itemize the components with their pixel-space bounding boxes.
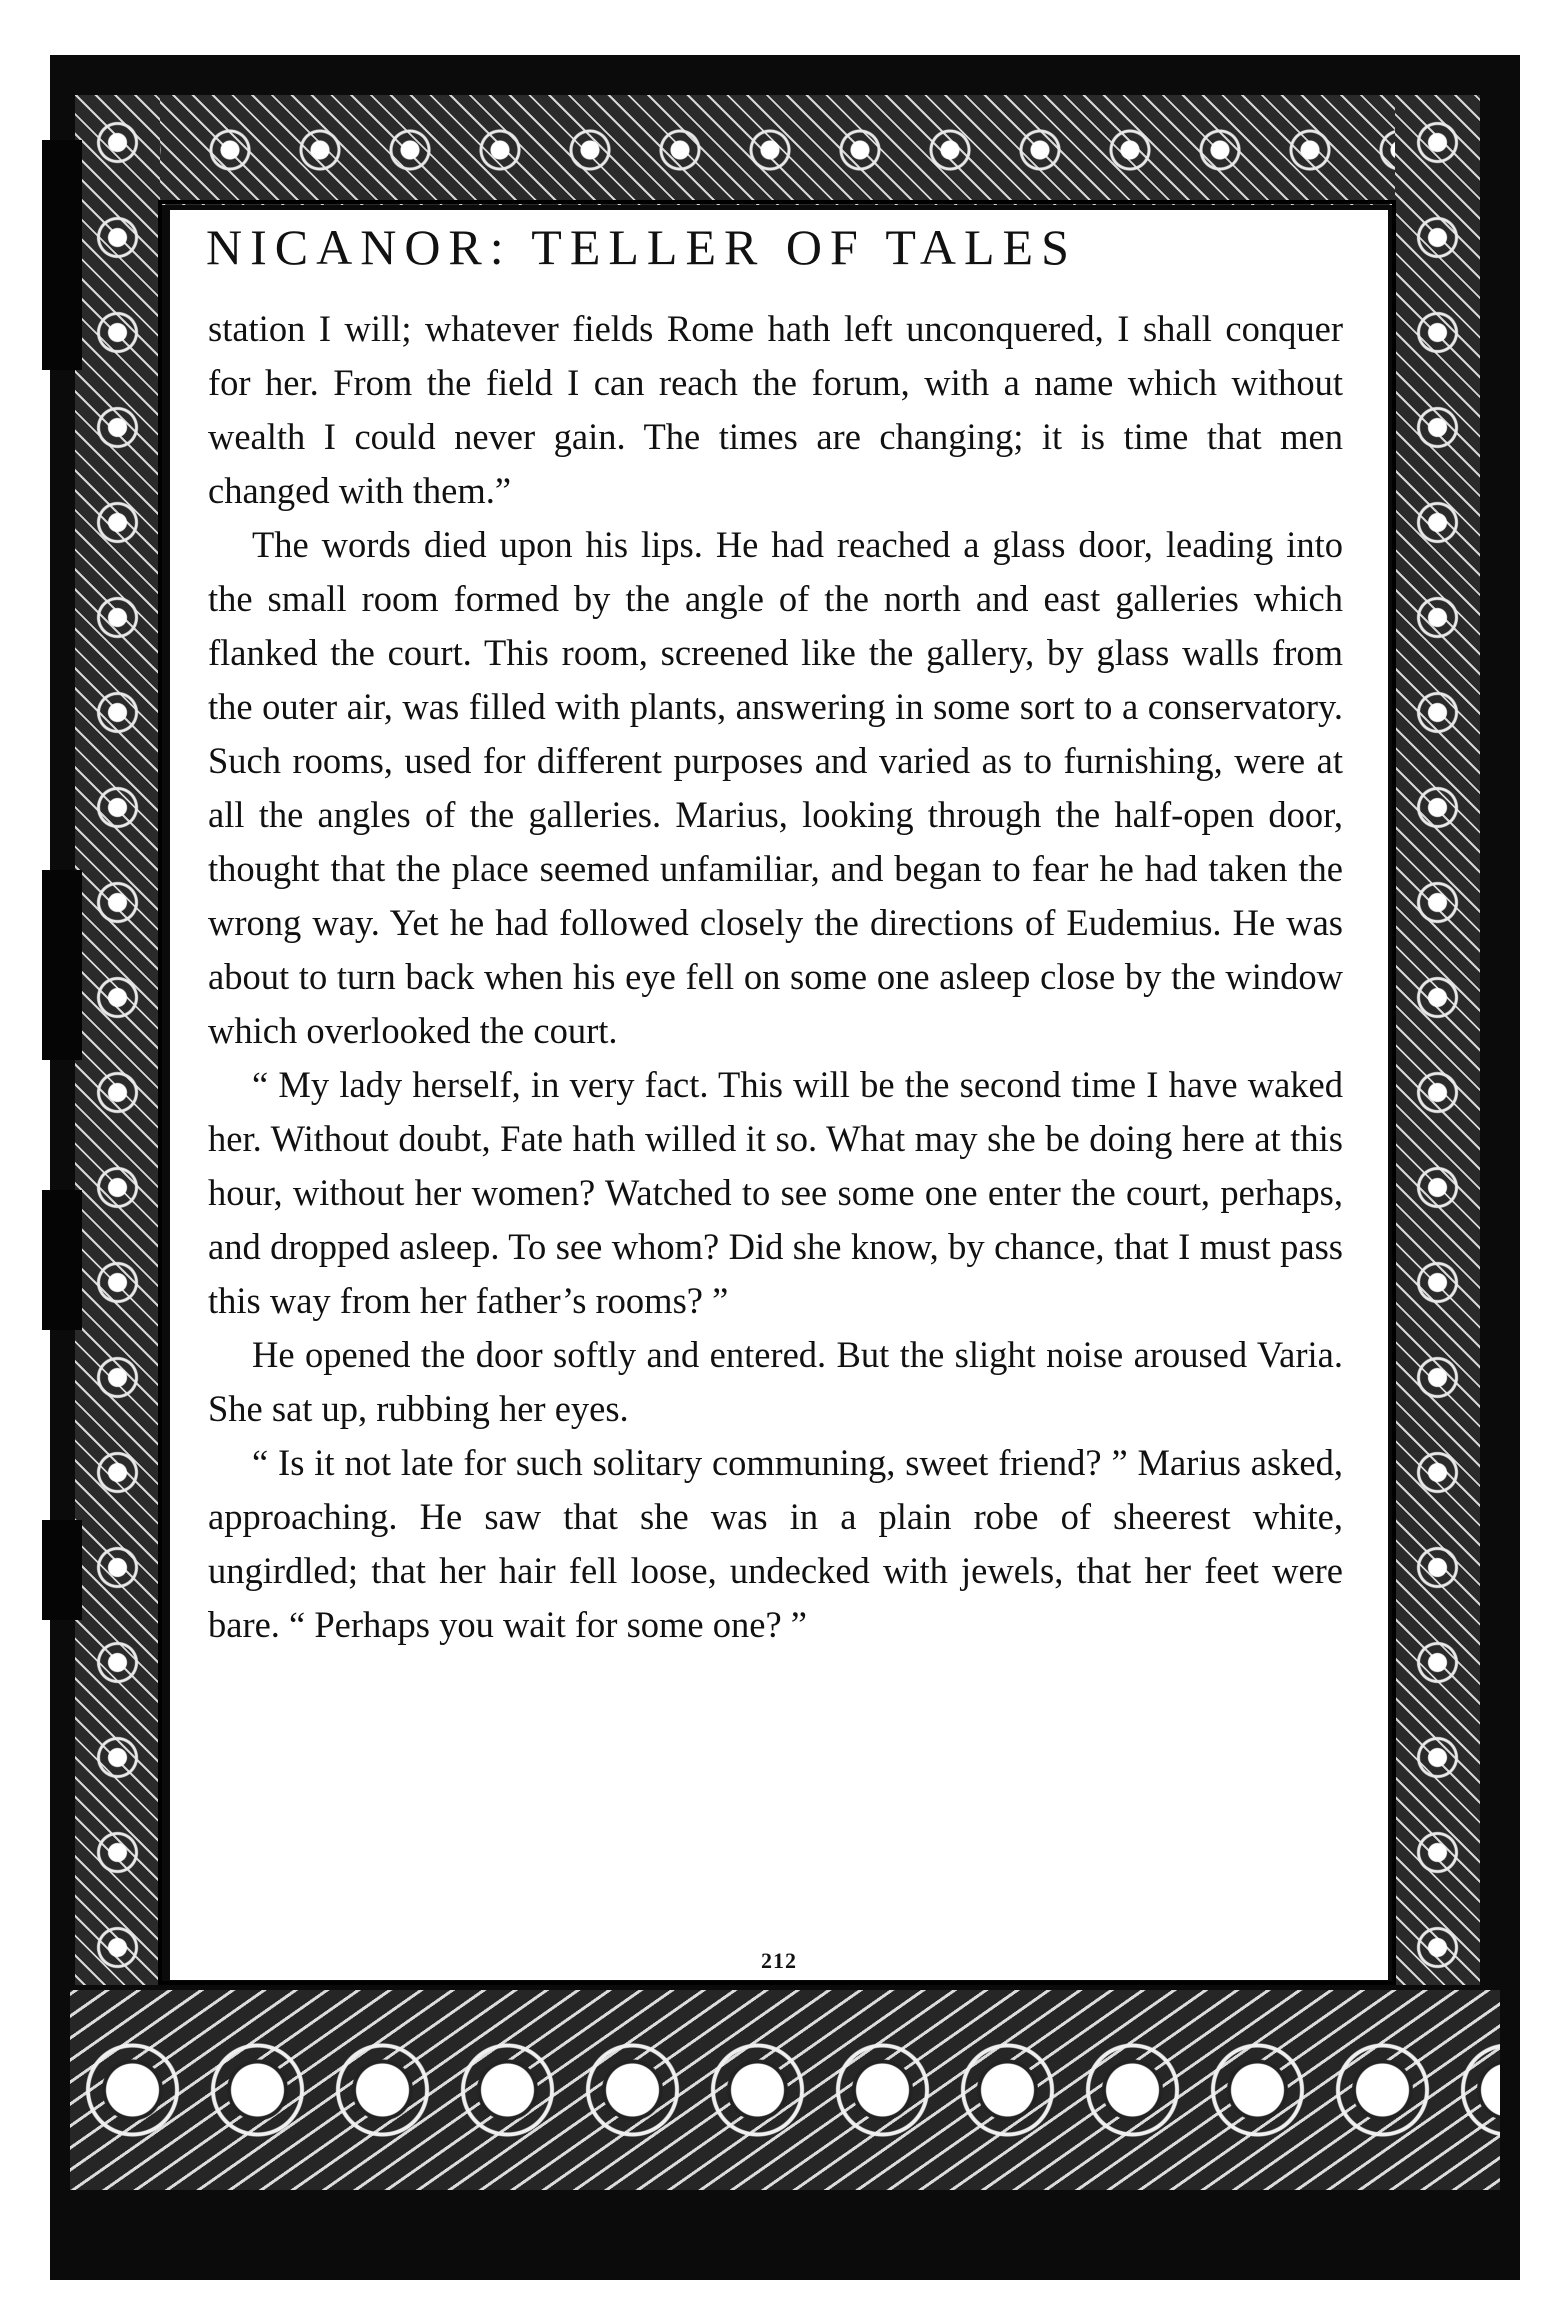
running-head: NICANOR: TELLER OF TALES: [206, 219, 1077, 275]
binding-smudge: [42, 870, 82, 1060]
ornamental-border-bottom: [70, 1990, 1500, 2190]
ornamental-border-top: [95, 95, 1475, 205]
text-panel: [170, 210, 1388, 1980]
page-number: 212: [761, 1948, 797, 1973]
body-text: [208, 302, 1343, 1652]
binding-smudge: [42, 140, 82, 370]
binding-smudge: [42, 1520, 82, 1620]
paragraph: “ My lady herself, in very fact. This will be the second time I have waked her. Without doubt, Fate hath willed it so. What may she be doing here at this hour, without her women? Watched to see some one enter the court, perhaps, and dropped asleep. To see whom? Did she know, by chance, that I must pass this way from her father’s rooms? ”: [208, 1064, 1343, 1321]
ornamental-border-right: [1395, 95, 1480, 1985]
ornamental-border-left: [75, 95, 160, 1985]
paragraph: He opened the door softly and entered. But the slight noise aroused Varia. She sat up, rubbing her eyes.: [208, 1334, 1343, 1429]
paragraph: station I will; whatever fields Rome hath left unconquered, I shall conquer for her. From the field I can reach the forum, with a name which without wealth I could never gain. The times are changing; it is time that men changed with them.”: [208, 308, 1343, 511]
binding-smudge: [42, 1190, 82, 1330]
paragraph: The words died upon his lips. He had reached a glass door, leading into the small room formed by the angle of the north and east galleries which flanked the court. This room, screened like the gallery, by glass walls from the outer air, was filled with plants, answering in some sort to a conservatory. Such rooms, used for different purposes and varied as to furnishing, were at all the angles of the galleries. Marius, looking through the half-open door, thought that the place seemed unfamiliar, and began to fear he had taken the wrong way. Yet he had followed closely the directions of Eudemius. He was about to turn back when his eye fell on some one asleep close by the window which overlooked the court.: [208, 524, 1343, 1051]
paragraph: “ Is it not late for such solitary communing, sweet friend? ” Marius asked, approaching. He saw that she was in a plain robe of sheerest white, ungirdled; that her hair fell loose, undecked with jewels, that her feet were bare. “ Perhaps you wait for some one? ”: [208, 1442, 1343, 1645]
